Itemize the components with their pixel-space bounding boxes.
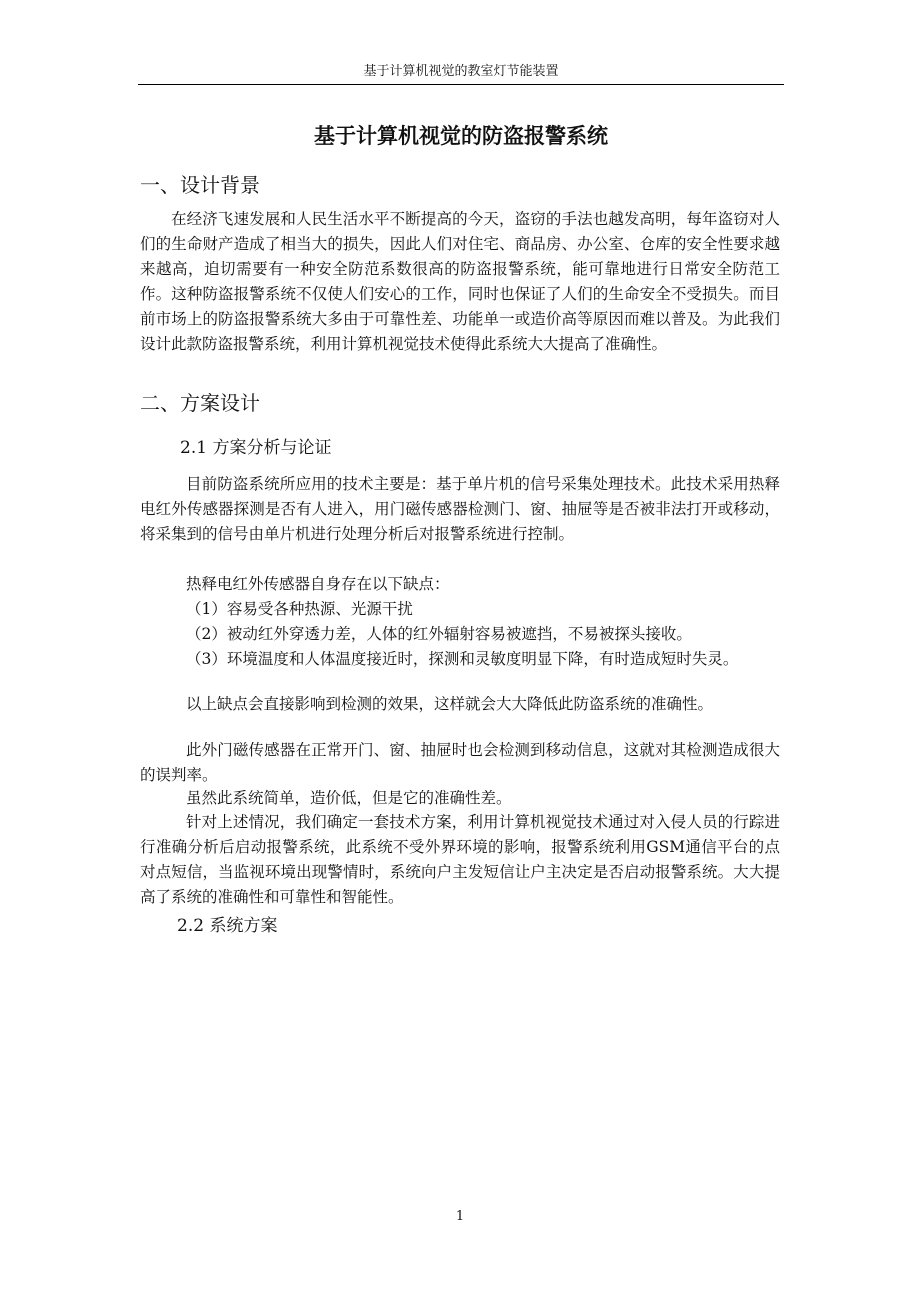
- list-item-3: （3）环境温度和人体温度接近时，探测和灵敏度明显下降，有时造成短时失灵。: [186, 650, 739, 668]
- paragraph-system-simple: 虽然此系统简单，造价低，但是它的准确性差。: [186, 789, 512, 807]
- paragraph-current-technology: 目前防盗系统所应用的技术主要是：基于单片机的信号采集处理技术。此技术采用热释电红外传感器探测是否有人进入，用门磁传感器检测门、窗、抽屉等是否被非法打开或移动，将采集到的信号由单片机进行处理分析后对报警系统进行控制。: [140, 475, 780, 543]
- subsection-heading-system-scheme: 2.2 系统方案: [177, 916, 278, 936]
- section-heading-background: 一、设计背景: [140, 173, 260, 197]
- section-heading-scheme-design: 二、方案设计: [140, 391, 260, 415]
- list-item-2: （2）被动红外穿透力差，人体的红外辐射容易被遮挡，不易被探头接收。: [186, 625, 692, 643]
- header-rule: [138, 84, 784, 85]
- subsection-heading-analysis: 2.1 方案分析与论证: [180, 438, 332, 458]
- list-item-1: （1）容易受各种热源、光源干扰: [186, 600, 413, 618]
- paragraph-door-sensor: 此外门磁传感器在正常开门、窗、抽屉时也会检测到移动信息，这就对其检测造成很大的误判率。: [140, 741, 780, 784]
- page-number: 1: [455, 1209, 465, 1224]
- document-title: 基于计算机视觉的防盗报警系统: [314, 124, 608, 148]
- paragraph-proposed-solution: 针对上述情况，我们确定一套技术方案，利用计算机视觉技术通过对入侵人员的行踪进行准确分析后启动报警系统，此系统不受外界环境的影响，报警系统利用GSM通信平台的点对点短信，当监视环境出现警情时，系统向户主发短信让户主决定是否启动报警系统。大大提高了系统的准确性和可靠性和智能性。: [140, 813, 780, 906]
- paragraph-drawbacks-effect: 以上缺点会直接影响到检测的效果，这样就会大大降低此防盗系统的准确性。: [186, 695, 714, 713]
- paragraph-background: 在经济飞速发展和人民生活水平不断提高的今天，盗窃的手法也越发高明，每年盗窃对人们的生命财产造成了相当大的损失，因此人们对住宅、商品房、办公室、仓库的安全性要求越来越高，迫切需要有一种安全防范系数很高的防盗报警系统，能可靠地进行日常安全防范工作。这种防盗报警系统不仅使人们安心的工作，同时也保证了人们的生命安全不受损失。而目前市场上的防盗报警系统大多由于可靠性差、功能单一或造价高等原因而难以普及。为此我们设计此款防盗报警系统，利用计算机视觉技术使得此系统大大提高了准确性。: [140, 210, 780, 353]
- running-header: 基于计算机视觉的教室灯节能装置: [363, 64, 559, 79]
- paragraph-sensor-drawbacks-intro: 热释电红外传感器自身存在以下缺点：: [186, 575, 450, 593]
